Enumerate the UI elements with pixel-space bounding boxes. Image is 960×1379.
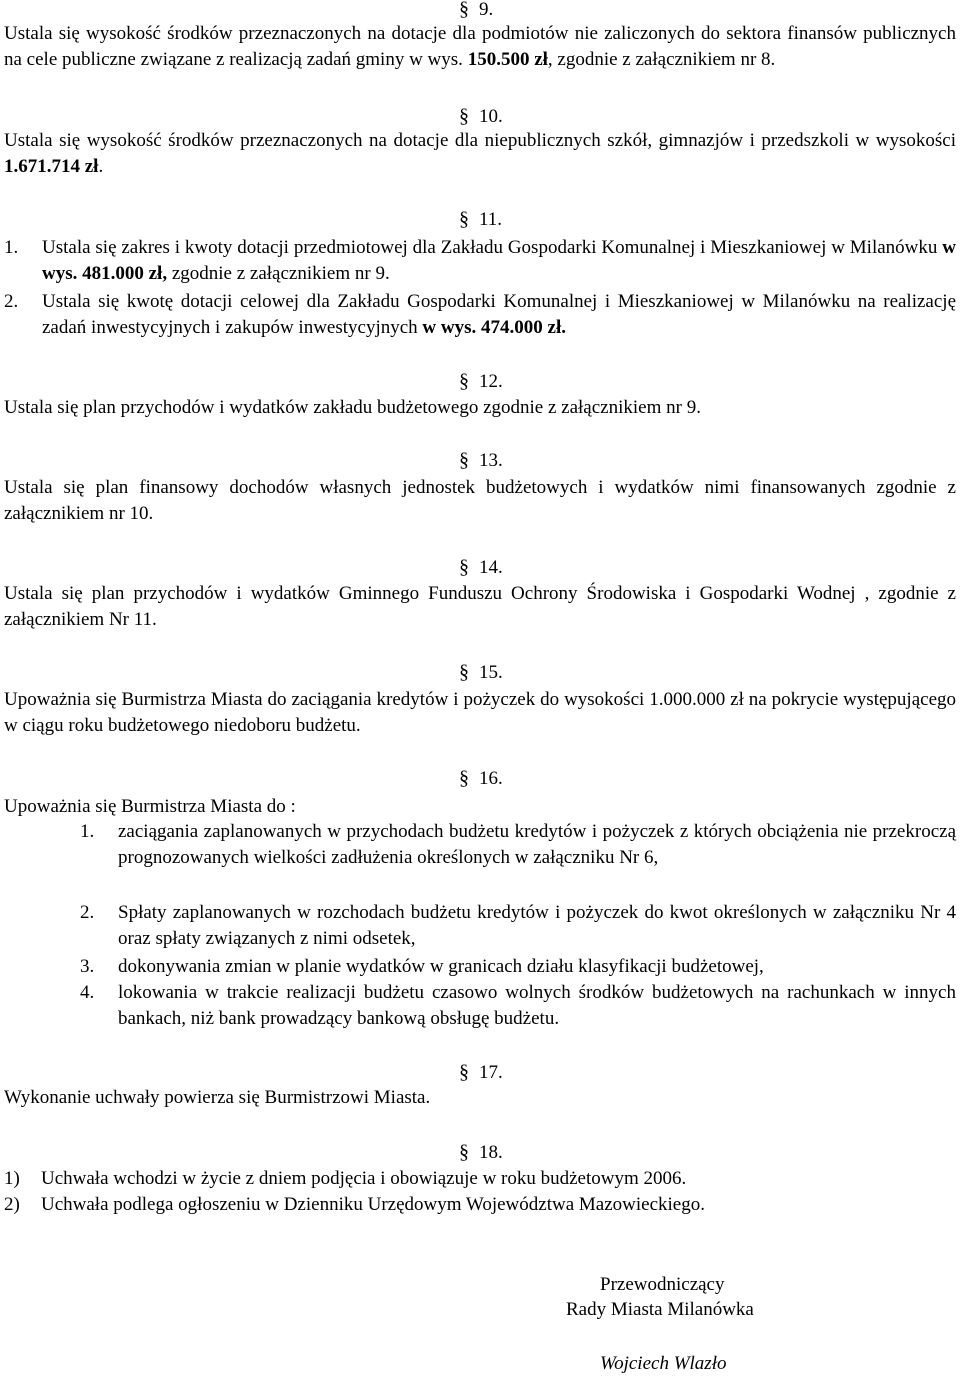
section-16-item-2: 2. Spłaty zaplanowanych w rozchodach budżetu kredytów i pożyczek do kwot określonych w załączniku Nr 4 oraz spłaty związanych z nimi odsetek, [80, 902, 956, 949]
paragraph-sign: § [459, 661, 469, 683]
list-marker: 1. [80, 821, 95, 842]
section-9-heading [459, 0, 493, 22]
paragraph-sign: § [459, 208, 469, 230]
section-16-item-3: 3. dokonywania zmian w planie wydatków w granicach działu klasyfikacji budżetowej, [80, 954, 956, 980]
paragraph-sign: § [459, 0, 469, 20]
section-16-item-4: 4. lokowania w trakcie realizacji budżetu czasowo wolnych środków budżetowych na rachunkach w innych bankach, niż bank prowadzący bankową obsługę budżetu. [80, 982, 956, 1029]
section-18-item-1: 1) Uchwała wchodzi w życie z dniem podjęcia i obowiązuje w roku budżetowym 2006. [4, 1166, 956, 1192]
section-17-text: Wykonanie uchwały powierza się Burmistrzowi Miasta. [4, 1087, 431, 1108]
section-12-heading [459, 369, 503, 394]
section-18-number: 18. [479, 1142, 503, 1163]
section-10-heading [459, 104, 503, 129]
section-11-number: 11. [479, 209, 503, 230]
signature-role: Przewodniczący [600, 1274, 725, 1295]
list-marker: 2. [4, 291, 19, 312]
paragraph-sign: § [459, 370, 469, 392]
section-15-heading [459, 660, 503, 685]
signature-body: Rady Miasta Milanówka [566, 1299, 754, 1320]
signature-name: Wojciech Wlazło [600, 1353, 727, 1374]
section-11-item-1: 1. Ustala się zakres i kwoty dotacji przedmiotowej dla Zakładu Gospodarki Komunalnej i Mieszkaniowej w Milanówku w wys. 481.000 zł, zgodnie z załącznikiem nr 9. [4, 237, 956, 284]
section-16-intro: Upoważnia się Burmistrza Miasta do : [4, 796, 296, 817]
section-9-text: Ustala się wysokość środków przeznaczonych na dotacje dla podmiotów nie zaliczonych do sektora finansów publicznych na cele publiczne związane z realizacją zadań gminy w wys. 150.500 zł, zgodnie z załącznikiem nr 8. [4, 23, 956, 70]
section-12-text: Ustala się plan przychodów i wydatków zakładu budżetowego zgodnie z załącznikiem nr 9. [4, 397, 701, 418]
section-16-heading [459, 766, 503, 791]
list-marker: 1. [4, 237, 19, 258]
section-13-text: Ustala się plan finansowy dochodów własnych jednostek budżetowych i wydatków nimi finansowanych zgodnie z załącznikiem nr 10. [4, 477, 956, 524]
section-15-text: Upoważnia się Burmistrza Miasta do zaciągania kredytów i pożyczek do wysokości 1.000.000 zł na pokrycie występującego w ciągu roku budżetowego niedoboru budżetu. [4, 689, 956, 736]
list-marker: 2. [80, 902, 95, 923]
section-15-number: 15. [479, 662, 503, 683]
section-14-heading [459, 555, 503, 580]
list-marker: 3. [80, 956, 95, 977]
section-10-number: 10. [479, 106, 503, 127]
section-14-text: Ustala się plan przychodów i wydatków Gminnego Funduszu Ochrony Środowiska i Gospodarki Wodnej , zgodnie z załącznikiem Nr 11. [4, 583, 956, 630]
section-18-item-2: 2) Uchwała podlega ogłoszeniu w Dzienniku Urzędowym Województwa Mazowieckiego. [4, 1192, 956, 1218]
paragraph-sign: § [459, 105, 469, 127]
section-11-heading [459, 207, 502, 232]
paragraph-sign: § [459, 1141, 469, 1163]
paragraph-sign: § [459, 449, 469, 471]
paragraph-sign: § [459, 556, 469, 578]
list-marker: 2) [4, 1194, 20, 1215]
section-14-number: 14. [479, 557, 503, 578]
paragraph-sign: § [459, 767, 469, 789]
list-marker: 4. [80, 982, 95, 1003]
paragraph-sign: § [459, 1061, 469, 1083]
section-13-heading [459, 448, 503, 473]
section-9-number: 9. [479, 0, 494, 20]
section-16-number: 16. [479, 768, 503, 789]
section-10-text: Ustala się wysokość środków przeznaczonych na dotacje dla niepublicznych szkół, gimnazjów i przedszkoli w wysokości 1.671.714 zł. [4, 130, 956, 177]
section-17-heading [459, 1060, 503, 1085]
section-11-item-2: 2. Ustala się kwotę dotacji celowej dla Zakładu Gospodarki Komunalnej i Mieszkaniowej w Milanówku na realizację zadań inwestycyjnych i zakupów inwestycyjnych w wys. 474.000 zł. [4, 291, 956, 338]
list-marker: 1) [4, 1168, 20, 1189]
section-18-heading [459, 1140, 503, 1165]
section-17-number: 17. [479, 1062, 503, 1083]
section-13-number: 13. [479, 450, 503, 471]
section-16-item-1: 1. zaciągania zaplanowanych w przychodach budżetu kredytów i pożyczek z których obciążenia nie przekroczą prognozowanych wielkości zadłużenia określonych w załączniku Nr 6, [80, 821, 956, 868]
section-12-number: 12. [479, 371, 503, 392]
